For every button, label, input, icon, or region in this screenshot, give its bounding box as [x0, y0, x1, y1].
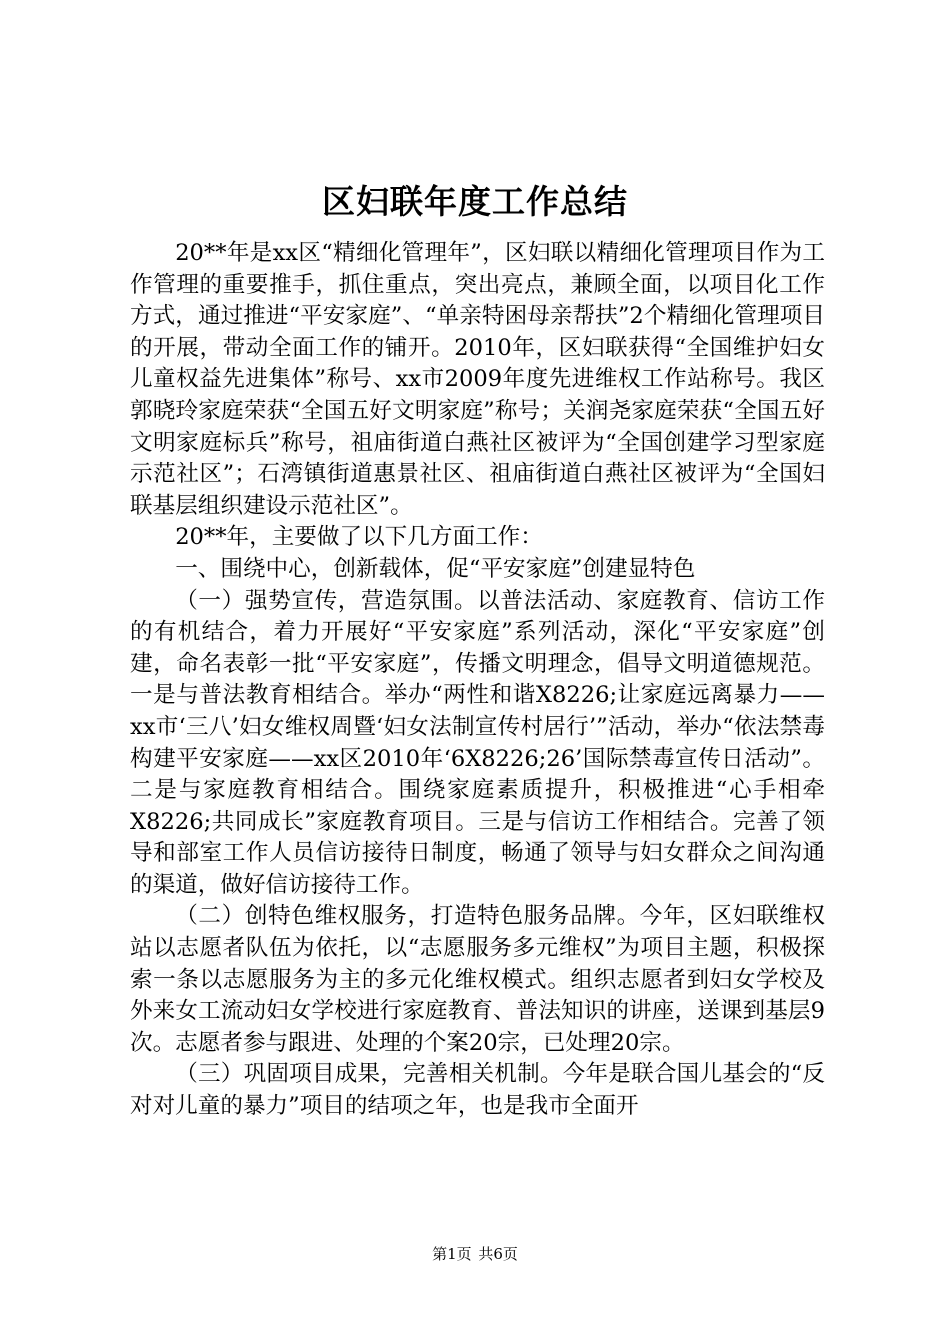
page-footer: [0, 1244, 950, 1264]
paragraph: （一）强势宣传，营造氛围。以普法活动、家庭教育、信访工作的有机结合，着力开展好“平安家庭”系列活动，深化“平安家庭”创建，命名表彰一批“平安家庭”，传播文明理念，倡导文明道德规范。一是与普法教育相结合。举办“两性和谐X8226;让家庭远离暴力——xx市‘三八’妇女维权周暨‘妇女法制宣传村居行’”活动，举办“依法禁毒构建平安家庭——xx区2010年‘6X8226;26’国际禁毒宣传日活动”。二是与家庭教育相结合。围绕家庭素质提升，积极推进“心手相牵X8226;共同成长”家庭教育项目。三是与信访工作相结合。完善了领导和部室工作人员信访接待日制度，畅通了领导与妇女群众之间沟通的渠道，做好信访接待工作。: [130, 587, 825, 898]
paragraph: （二）创特色维权服务，打造特色服务品牌。今年，区妇联维权站以志愿者队伍为依托，以“志愿服务多元维权”为项目主题，积极探索一条以志愿服务为主的多元化维权模式。组织志愿者到妇女学校及外来女工流动妇女学校进行家庭教育、普法知识的讲座，送课到基层9次。志愿者参与跟进、处理的个案20宗，已处理20宗。: [130, 903, 825, 1056]
section-heading: 一、围绕中心，创新载体，促“平安家庭”创建显特色: [175, 555, 696, 582]
page-total: 共6页: [478, 1245, 518, 1263]
paragraph: （三）巩固项目成果，完善相关机制。今年是联合国儿基会的“反对对儿童的暴力”项目的结项之年，也是我市全面开: [130, 1061, 825, 1120]
document-body: [130, 238, 825, 1123]
document-title: 区妇联年度工作总结: [322, 182, 628, 221]
page-number: 第1页: [432, 1245, 472, 1263]
paragraph: 20**年，主要做了以下几方面工作：: [175, 524, 543, 551]
paragraph: 20**年是xx区“精细化管理年”，区妇联以精细化管理项目作为工作管理的重要推手，抓住重点，突出亮点，兼顾全面，以项目化工作方式，通过推进“平安家庭”、“单亲特困母亲帮扶”2个精细化管理项目的开展，带动全面工作的铺开。2010年，区妇联获得“全国维护妇女儿童权益先进集体”称号、xx市2009年度先进维权工作站称号。我区郭晓玲家庭荣获“全国五好文明家庭”称号；关润尧家庭荣获“全国五好文明家庭标兵”称号，祖庙街道白燕社区被评为“全国创建学习型家庭示范社区”；石湾镇街道惠景社区、祖庙街道白燕社区被评为“全国妇联基层组织建设示范社区”。: [130, 240, 825, 519]
